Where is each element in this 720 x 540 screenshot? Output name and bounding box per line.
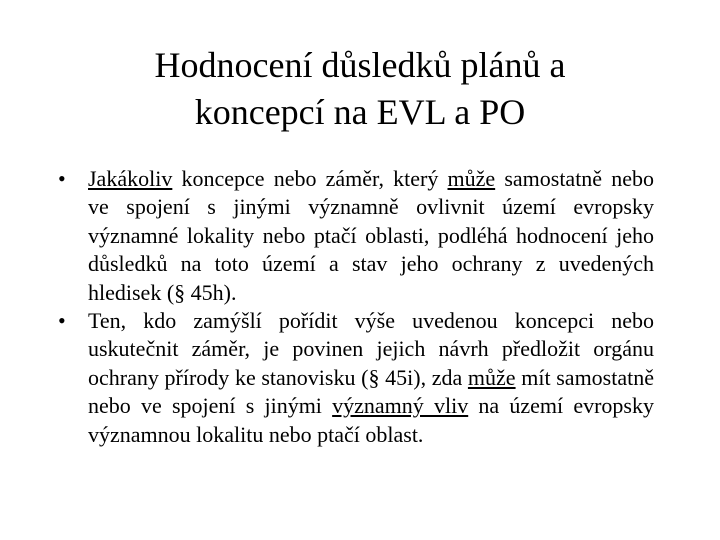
bullet-item-1 (58, 165, 654, 307)
bullet-text: samostatně nebo ve spojení s jinými významně ovlivnit území evropsky významné lokality nebo ptačí oblasti, podléhá hodnocení jeho důsledků na toto území a stav jeho ochrany z uvedených hledisek (§ 45h). (88, 166, 654, 305)
title-line-1: Hodnocení důsledků plánů a (154, 45, 566, 85)
bullet-text: Ten, kdo zamýšlí pořídit výše uvedenou koncepci nebo uskutečnit záměr, je povinen jejich návrh předložit orgánu ochrany přírody ke stanovisku (§ 45i), zda (88, 308, 654, 390)
bullet-text: koncepce nebo záměr, který (172, 166, 448, 191)
bullet-list (58, 165, 654, 449)
underlined-text: může (467, 364, 516, 390)
title-line-2: koncepcí na EVL a PO (194, 92, 526, 132)
bullet-text: na území evropsky významnou lokalitu nebo ptačí oblast. (88, 393, 654, 447)
bullet-marker: • (58, 308, 66, 334)
bullet-text: mít samostatně nebo ve spojení s jinými (88, 364, 654, 419)
underlined-text: Jakákoliv (88, 166, 173, 191)
underlined-text: může (447, 166, 496, 191)
bullet-item-2 (58, 307, 654, 449)
slide-title (60, 42, 660, 136)
bullet-marker: • (58, 166, 66, 191)
underlined-text: významný vliv (332, 393, 469, 419)
